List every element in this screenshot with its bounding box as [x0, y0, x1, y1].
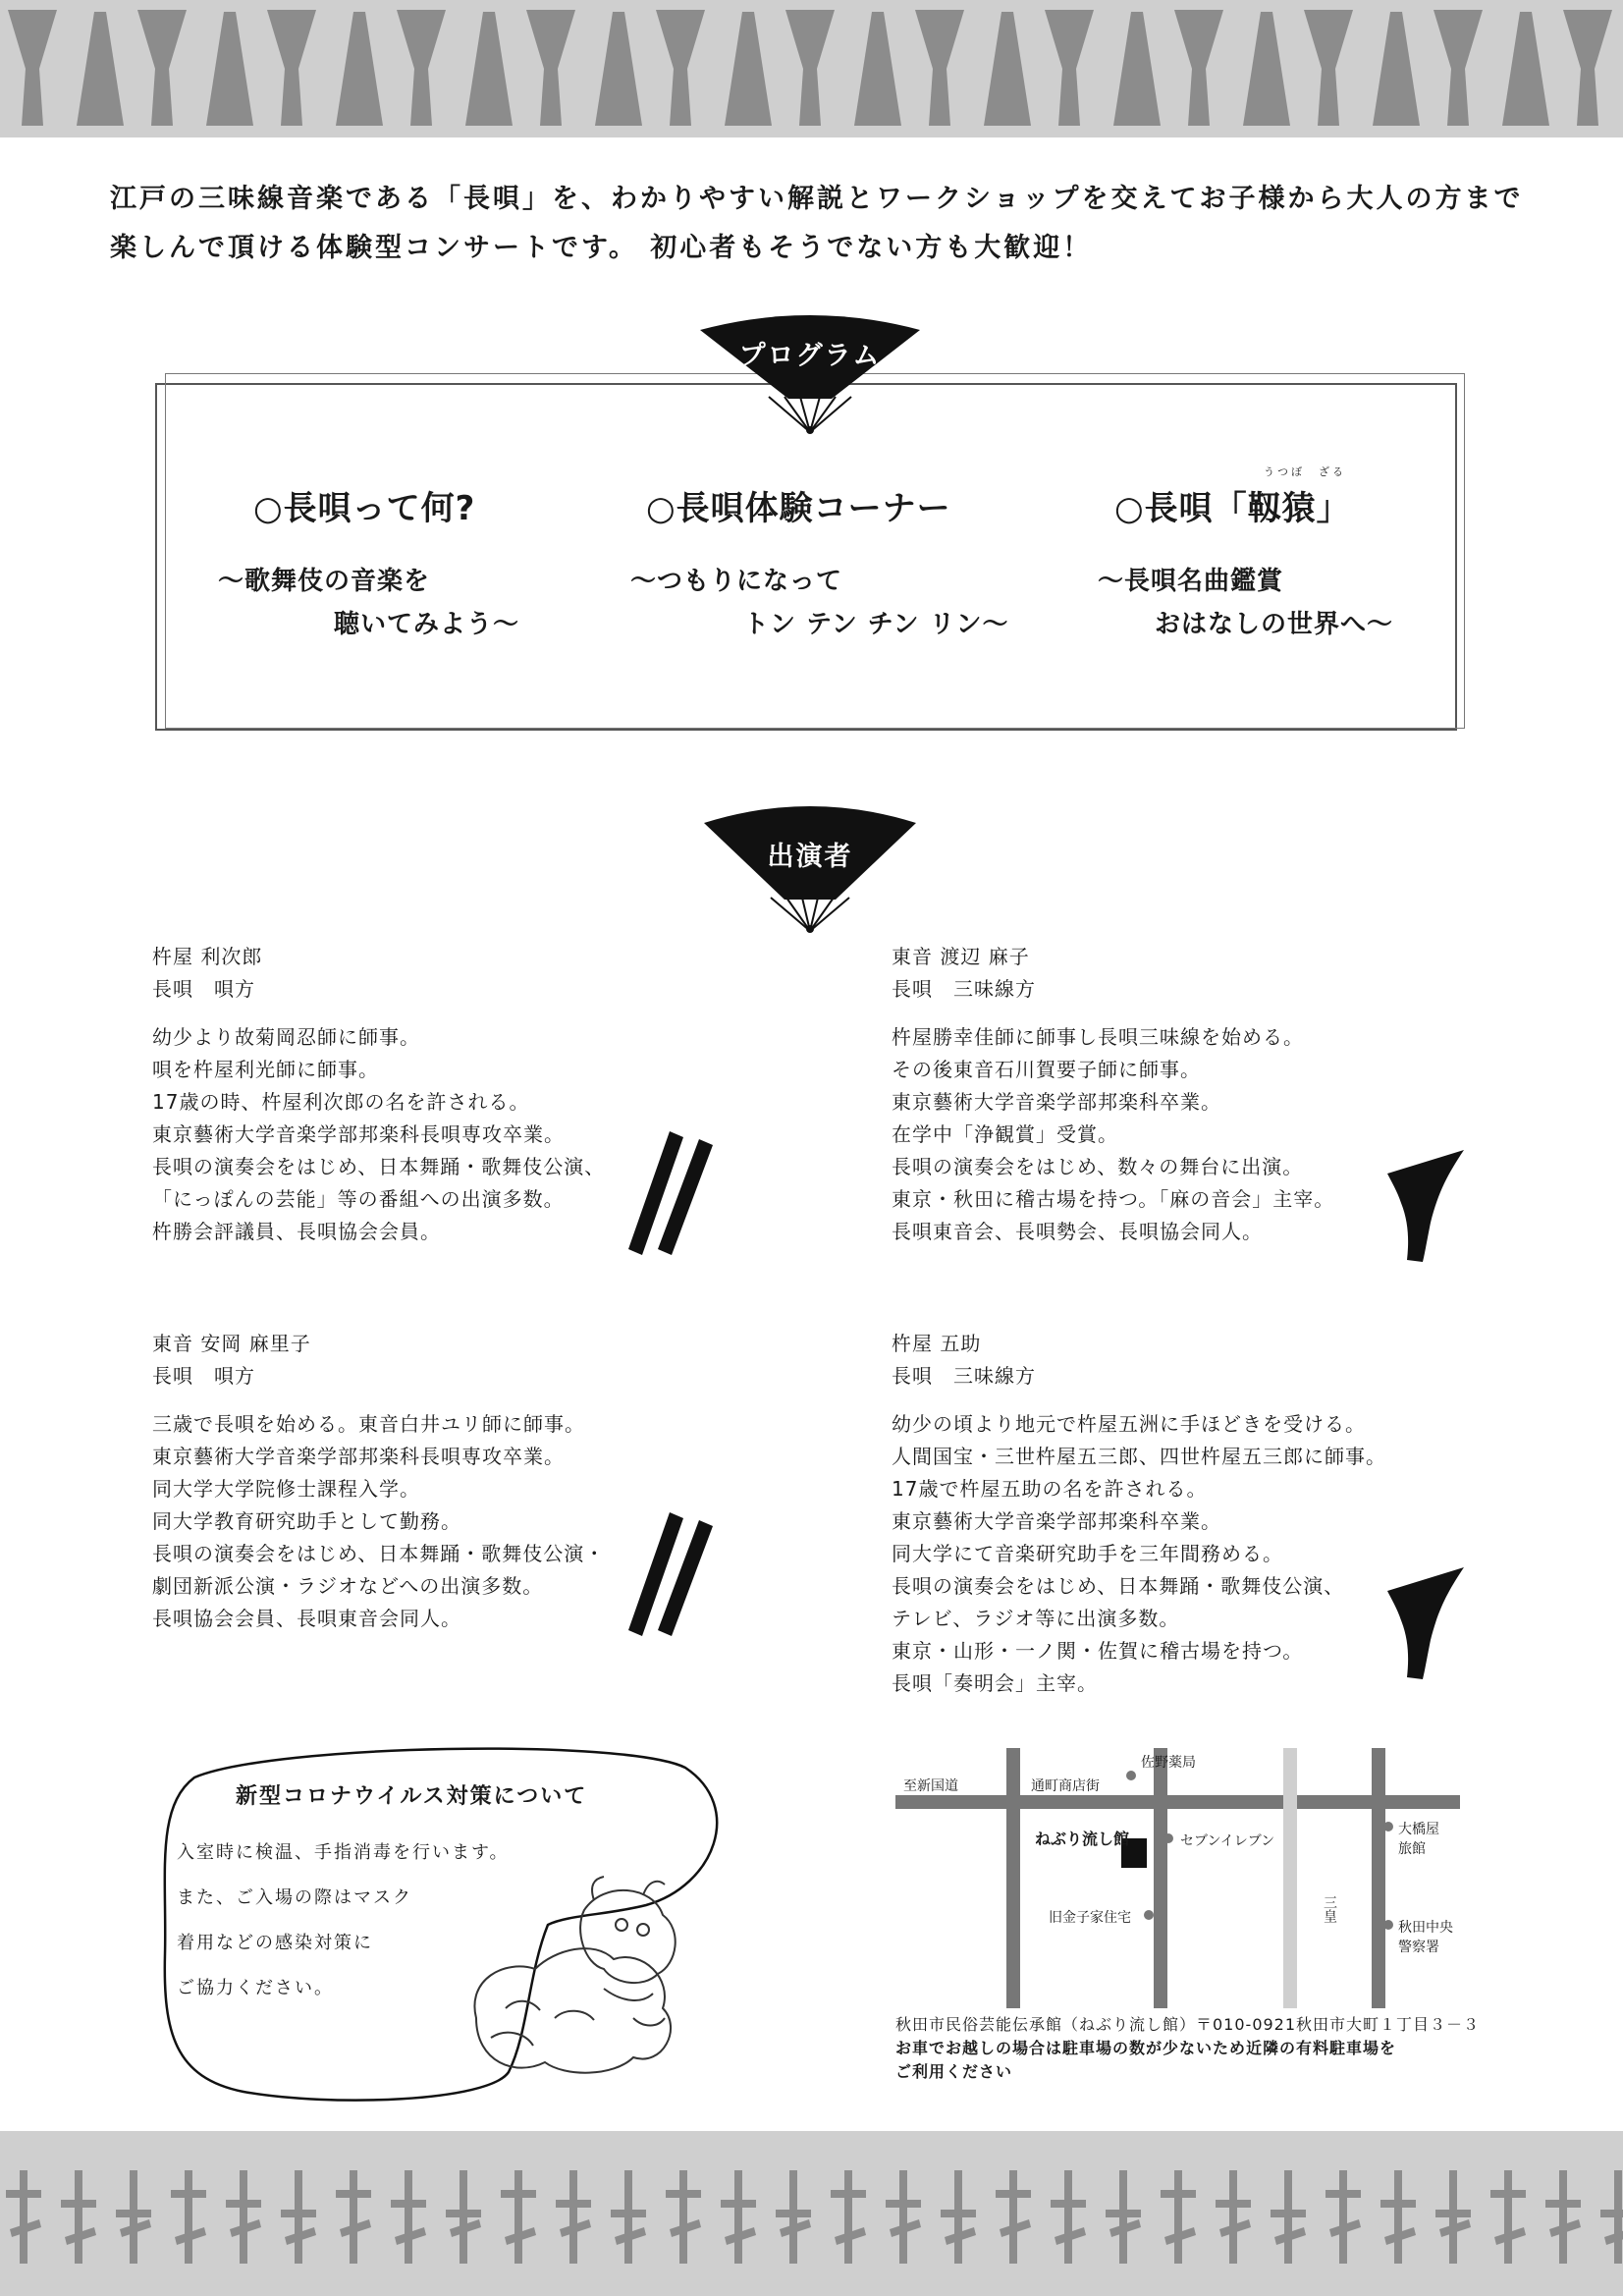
- performer-bio-line: 杵屋勝幸佳師に師事し長唄三味線を始める。: [892, 1025, 1304, 1049]
- map-label: 三皇: [1322, 1895, 1337, 1923]
- performer-bio-line: 幼少の頃より地元で杵屋五洲に手ほどきを受ける。: [892, 1412, 1366, 1436]
- band-motif: [281, 2210, 316, 2217]
- performer-bio-line: 東京藝術大学音楽学部邦楽科卒業。: [892, 1509, 1221, 1533]
- band-motif: [1504, 2170, 1512, 2264]
- band-motif: [1559, 2170, 1567, 2264]
- map-venue-label: ねぶり流し館: [1035, 1830, 1130, 1848]
- band-motif: [397, 10, 446, 126]
- character-pattern-bottom: [0, 2131, 1623, 2296]
- performer-bio-line: 劇団新派公演・ラジオなどへの出演多数。: [152, 1574, 544, 1598]
- map-label: 秋田中央: [1398, 1920, 1453, 1936]
- band-motif: [776, 2210, 811, 2217]
- band-motif: [1435, 2210, 1471, 2217]
- venue-address: 秋田市民俗芸能伝承館（ねぶり流し館）〒010-0921秋田市大町１丁目３－３: [895, 2015, 1481, 2034]
- performer-bio-line: 幼少より故菊岡忍師に師事。: [152, 1025, 420, 1049]
- band-motif: [1229, 2170, 1237, 2264]
- program-sub-line: おはなしの世界へ～: [1155, 610, 1394, 639]
- parking-note: ご利用ください: [895, 2062, 1013, 2081]
- band-motif: [1434, 10, 1483, 126]
- band-motif: [1045, 10, 1094, 126]
- performer-bio-line: 在学中「浄観賞」受賞。: [892, 1122, 1118, 1146]
- program-item-2: [646, 481, 951, 529]
- program-item-title: ○長唄体験コーナー: [646, 489, 951, 528]
- map-label: 大橋屋: [1398, 1822, 1439, 1837]
- performer-role: 長唄 三味線方: [892, 1364, 1036, 1388]
- band-motif: [721, 2200, 756, 2208]
- band-motif: [1064, 2170, 1072, 2264]
- band-motif: [1174, 2170, 1182, 2264]
- band-motif: [1009, 2170, 1017, 2264]
- performer-card: [152, 1328, 605, 1635]
- performer-bio-line: 17歳の時、杵屋利次郎の名を許される。: [152, 1090, 530, 1114]
- performers-fan-heading: [692, 803, 928, 936]
- band-motif: [137, 10, 187, 126]
- bottom-decorative-band: [0, 2131, 1623, 2296]
- performer-role: 長唄 唄方: [152, 1364, 255, 1388]
- band-motif: [1545, 2200, 1581, 2208]
- band-motif: [8, 10, 57, 126]
- band-motif: [1216, 2200, 1251, 2208]
- band-motif: [725, 12, 772, 126]
- band-motif: [226, 2200, 261, 2208]
- band-motif: [501, 2190, 536, 2198]
- shishi-lion-illustration: [447, 1871, 702, 2086]
- band-motif: [6, 2190, 41, 2198]
- performer-card: [892, 941, 1334, 1248]
- performer-bio-line: 同大学にて音楽研究助手を三年間務める。: [892, 1542, 1283, 1565]
- band-motif: [656, 10, 705, 126]
- program-item-3-sub: [1098, 560, 1393, 646]
- band-motif: [1161, 2190, 1196, 2198]
- band-motif: [514, 2170, 522, 2264]
- performer-bio-line: 同大学大学院修士課程入学。: [152, 1477, 420, 1501]
- band-motif: [915, 10, 964, 126]
- band-motif: [465, 12, 513, 126]
- band-motif: [336, 2190, 371, 2198]
- program-sub-line: トン テン チン リン～: [743, 610, 1009, 639]
- band-motif: [984, 12, 1031, 126]
- band-motif: [785, 10, 835, 126]
- map-label: 旅館: [1398, 1841, 1426, 1857]
- map-label: 通町商店街: [1031, 1778, 1100, 1794]
- performer-bio-line: 東京藝術大学音楽学部邦楽科長唄専攻卒業。: [152, 1445, 565, 1468]
- band-motif: [206, 12, 253, 126]
- band-motif: [1325, 2190, 1361, 2198]
- band-motif: [1271, 2210, 1306, 2217]
- performers-heading: 出演者: [767, 842, 853, 872]
- intro-text: [110, 175, 1524, 273]
- performer-bio-line: 人間国宝・三世杵屋五三郎、四世杵屋五三郎に師事。: [892, 1445, 1386, 1468]
- performer-bio-line: 長唄協会会員、長唄東音会同人。: [152, 1607, 461, 1630]
- performer-role: 長唄 唄方: [152, 977, 255, 1001]
- band-motif: [240, 2170, 247, 2264]
- band-motif: [1394, 2170, 1402, 2264]
- program-item-1: [253, 481, 475, 529]
- program-item-title: ○長唄って何?: [253, 489, 476, 528]
- performer-card: [152, 941, 605, 1248]
- band-motif: [171, 2190, 206, 2198]
- program-sub-line: ～長唄名曲鑑賞: [1098, 567, 1284, 596]
- band-motif: [350, 2170, 357, 2264]
- map-label: 旧金子家住宅: [1049, 1910, 1131, 1926]
- covid-line: 着用などの感染対策に: [177, 1933, 373, 1953]
- folding-fan-icon: [692, 312, 928, 440]
- band-motif: [611, 2210, 646, 2217]
- band-motif: [1243, 12, 1290, 126]
- covid-line: ご協力ください。: [177, 1978, 334, 1998]
- performer-name: 杵屋 利次郎: [152, 945, 263, 968]
- performer-bio-line: 17歳で杵屋五助の名を許される。: [892, 1477, 1208, 1501]
- program-item-2-sub: [630, 560, 1009, 646]
- band-motif: [886, 2200, 921, 2208]
- performer-bio-line: 三歳で長唄を始める。東音白井ユリ師に師事。: [152, 1412, 585, 1436]
- band-motif: [679, 2170, 687, 2264]
- band-motif: [1373, 12, 1420, 126]
- band-motif: [1380, 2200, 1416, 2208]
- map-label: セブンイレブン: [1180, 1833, 1275, 1849]
- band-motif: [391, 2200, 426, 2208]
- band-motif: [854, 12, 901, 126]
- performer-bio-line: 長唄「奏明会」主宰。: [892, 1671, 1098, 1695]
- program-item-title: ○長唄「靱猿」: [1114, 489, 1351, 528]
- band-motif: [734, 2170, 742, 2264]
- band-motif: [267, 10, 316, 126]
- band-motif: [75, 2170, 82, 2264]
- band-motif: [20, 2170, 27, 2264]
- access-map: [895, 1748, 1460, 2008]
- band-motif: [526, 10, 575, 126]
- band-motif: [61, 2200, 96, 2208]
- band-motif: [1106, 2210, 1141, 2217]
- intro-line-1: 江戸の三味線音楽である「長唄」を、わかりやすい解説とワークショップを交えてお子様から大人の方まで: [110, 184, 1524, 214]
- parking-note: お車でお越しの場合は駐車場の数が少ないため近隣の有料駐車場を: [895, 2039, 1397, 2057]
- performer-bio-line: 東京・秋田に稽古場を持つ。「麻の音会」主宰。: [892, 1187, 1335, 1211]
- performer-bio-line: 「にっぽんの芸能」等の番組への出演多数。: [152, 1187, 565, 1211]
- program-sub-line: ～つもりになって: [630, 567, 843, 596]
- band-motif: [844, 2170, 852, 2264]
- band-motif: [336, 12, 383, 126]
- performer-name: 東音 安岡 麻里子: [152, 1332, 311, 1355]
- performer-bio-line: 東京・山形・一ノ関・佐賀に稽古場を持つ。: [892, 1639, 1304, 1663]
- band-motif: [899, 2170, 907, 2264]
- program-heading: プログラム: [738, 341, 882, 371]
- map-label: 至新国道: [903, 1778, 958, 1794]
- band-motif: [1113, 12, 1161, 126]
- bachi-icon: [1380, 1144, 1478, 1271]
- bachi-pattern-top: [0, 0, 1623, 137]
- performer-bio-line: テレビ、ラジオ等に出演多数。: [892, 1607, 1180, 1630]
- program-sub-line: ～歌舞伎の音楽を: [218, 567, 431, 596]
- venue-address-block: [895, 2013, 1480, 2084]
- performer-bio-line: 東京藝術大学音楽学部邦楽科卒業。: [892, 1090, 1221, 1114]
- program-fan-heading: [692, 312, 928, 440]
- hyoshigi-icon: [628, 1510, 727, 1642]
- covid-line: また、ご入場の際はマスク: [177, 1887, 412, 1908]
- performer-bio-line: 同大学教育研究助手として勤務。: [152, 1509, 461, 1533]
- performer-bio-line: 長唄の演奏会をはじめ、日本舞踊・歌舞伎公演、: [152, 1155, 606, 1178]
- top-decorative-band: [0, 0, 1623, 137]
- band-motif: [405, 2170, 412, 2264]
- performer-bio-line: 長唄東音会、長唄勢会、長唄協会同人。: [892, 1220, 1263, 1243]
- program-sub-line: 聴いてみよう～: [334, 610, 520, 639]
- band-motif: [1502, 12, 1549, 126]
- intro-line-2: 楽しんで頂ける体験型コンサートです。 初心者もそうでない方も大歓迎！: [110, 233, 1093, 263]
- band-motif: [569, 2170, 577, 2264]
- band-motif: [1600, 2210, 1623, 2217]
- band-motif: [556, 2200, 591, 2208]
- bachi-icon: [1380, 1561, 1478, 1688]
- performer-bio-line: 長唄の演奏会をはじめ、数々の舞台に出演。: [892, 1155, 1304, 1178]
- performer-name: 東音 渡辺 麻子: [892, 945, 1030, 968]
- hyoshigi-icon: [628, 1129, 727, 1261]
- performer-name: 杵屋 五助: [892, 1332, 982, 1355]
- program-item-ruby: うつぼ ざる: [1264, 465, 1346, 478]
- band-motif: [996, 2190, 1031, 2198]
- performer-bio-line: その後東音石川賀要子師に師事。: [892, 1058, 1201, 1081]
- band-motif: [1563, 10, 1612, 126]
- program-item-3: [1114, 465, 1351, 529]
- band-motif: [77, 12, 124, 126]
- band-motif: [116, 2210, 151, 2217]
- band-motif: [941, 2210, 976, 2217]
- band-motif: [831, 2190, 866, 2198]
- band-motif: [595, 12, 642, 126]
- performer-bio-line: 東京藝術大学音楽学部邦楽科長唄専攻卒業。: [152, 1122, 565, 1146]
- covid-title: 新型コロナウイルス対策について: [236, 1784, 588, 1809]
- band-motif: [1304, 10, 1353, 126]
- band-motif: [1490, 2190, 1526, 2198]
- program-item-1-sub: [218, 560, 519, 646]
- band-motif: [1051, 2200, 1086, 2208]
- performer-bio-line: 長唄の演奏会をはじめ、日本舞踊・歌舞伎公演・: [152, 1542, 606, 1565]
- performer-card: [892, 1328, 1386, 1700]
- performer-bio-line: 杵勝会評議員、長唄協会会員。: [152, 1220, 441, 1243]
- band-motif: [1174, 10, 1223, 126]
- covid-line: 入室時に検温、手指消毒を行います。: [177, 1842, 510, 1863]
- band-motif: [446, 2210, 481, 2217]
- band-motif: [666, 2190, 701, 2198]
- performer-bio-line: 唄を杵屋利光師に師事。: [152, 1058, 379, 1081]
- performer-role: 長唄 三味線方: [892, 977, 1036, 1001]
- map-label: 警察署: [1398, 1940, 1439, 1955]
- performer-bio-line: 長唄の演奏会をはじめ、日本舞踊・歌舞伎公演、: [892, 1574, 1345, 1598]
- band-motif: [185, 2170, 192, 2264]
- map-label: 佐野薬局: [1141, 1755, 1196, 1771]
- band-motif: [1339, 2170, 1347, 2264]
